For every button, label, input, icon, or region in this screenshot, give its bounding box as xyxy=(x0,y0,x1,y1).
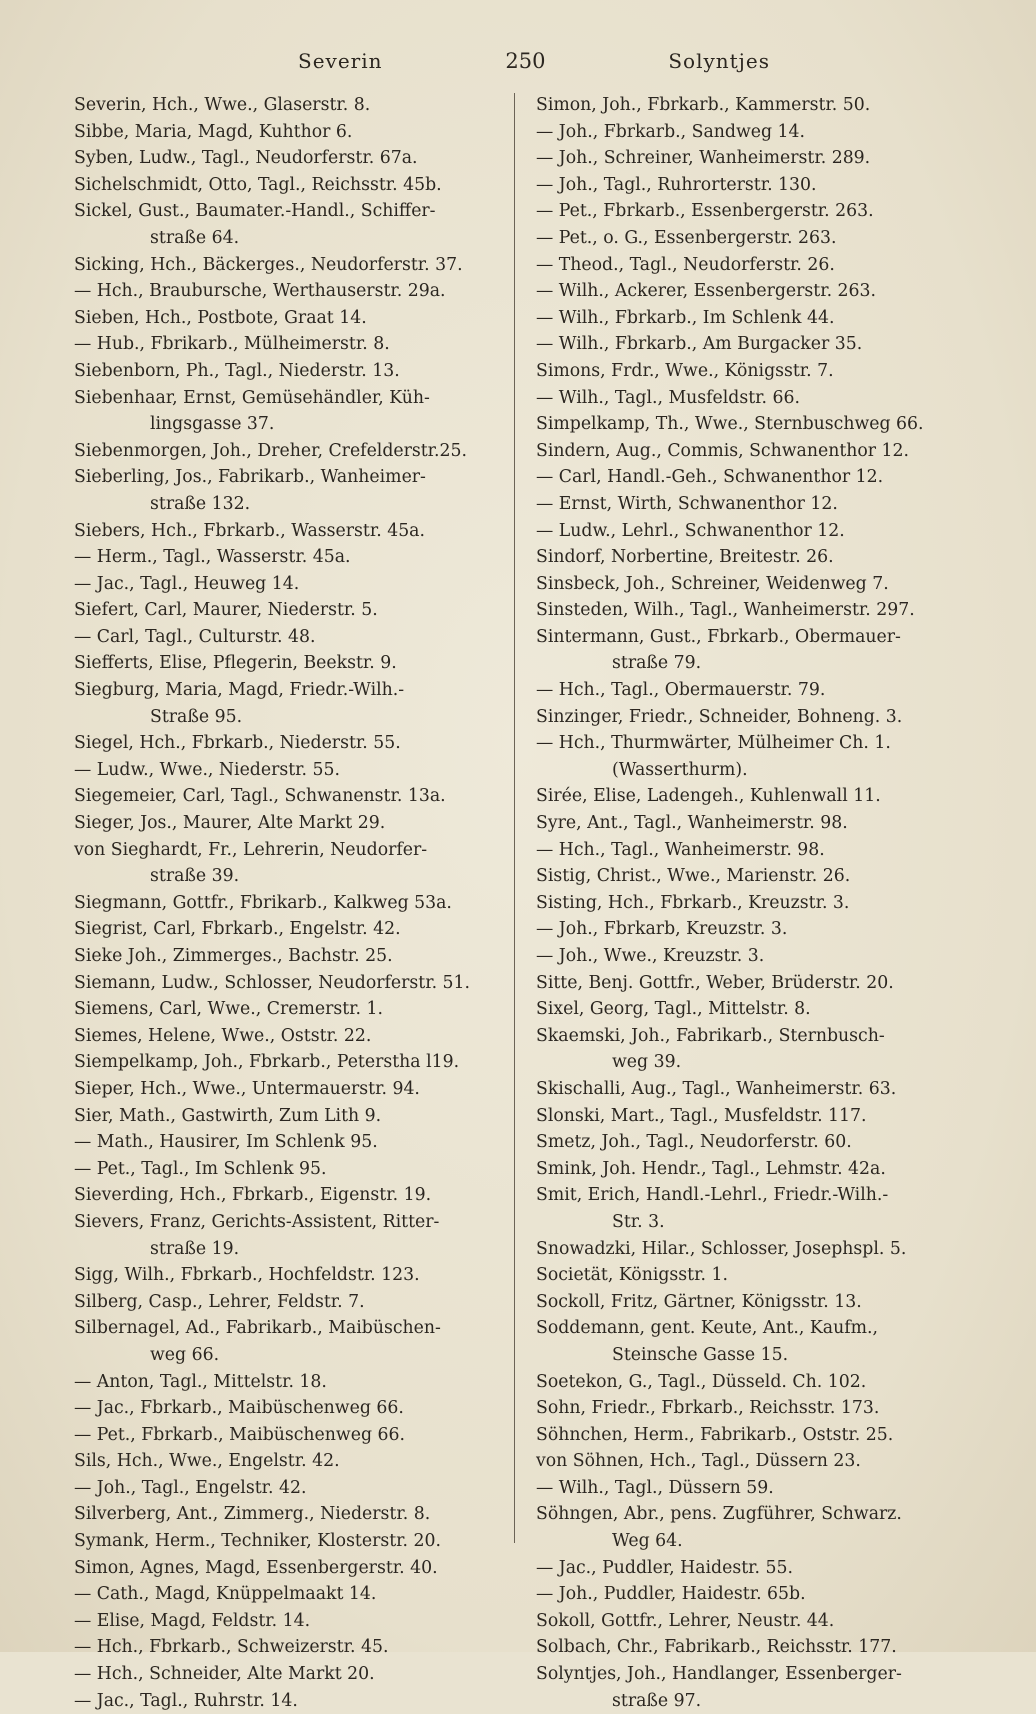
directory-entry: Smit, Erich, Handl.-Lehrl., Friedr.-Wilh.- xyxy=(536,1185,889,1206)
directory-entry: Sohn, Friedr., Fbrkarb., Reichsstr. 173. xyxy=(536,1398,880,1419)
directory-entry: Sievers, Franz, Gerichts-Assistent, Ritter- xyxy=(74,1211,440,1232)
directory-entry: Silverberg, Ant., Zimmerg., Niederstr. 8. xyxy=(74,1504,431,1525)
directory-entry: Siemes, Helene, Wwe., Oststr. 22. xyxy=(74,1025,372,1046)
directory-entry: — Ludw., Wwe., Niederstr. 55. xyxy=(74,759,340,780)
directory-entry: Sickel, Gust., Baumater.-Handl., Schiffer- xyxy=(74,201,436,222)
directory-entry: Smetz, Joh., Tagl., Neudorferstr. 60. xyxy=(536,1132,852,1153)
directory-entry: Sinsteden, Wilh., Tagl., Wanheimerstr. 297. xyxy=(536,600,915,621)
directory-entry: — Hub., Fbrikarb., Mülheimerstr. 8. xyxy=(74,334,390,355)
directory-entry: — Joh., Puddler, Haidestr. 65b. xyxy=(536,1584,806,1605)
directory-entry: Sinzinger, Friedr., Schneider, Bohneng. 3. xyxy=(536,706,903,727)
directory-entry-continuation: Str. 3. xyxy=(612,1211,665,1232)
directory-entry: Sieberling, Jos., Fabrikarb., Wanheimer- xyxy=(74,467,426,488)
directory-entry: — Pet., Fbrkarb., Maibüschenweg 66. xyxy=(74,1424,405,1445)
directory-entry: Smink, Joh. Hendr., Tagl., Lehmstr. 42a. xyxy=(536,1158,886,1179)
directory-entry: — Wilh., Fbrkarb., Am Burgacker 35. xyxy=(536,334,863,355)
directory-entry: Silberg, Casp., Lehrer, Feldstr. 7. xyxy=(74,1291,365,1312)
directory-entry: Siefferts, Elise, Pflegerin, Beekstr. 9. xyxy=(74,653,397,674)
directory-entry: Slonski, Mart., Tagl., Musfeldstr. 117. xyxy=(536,1105,867,1126)
directory-entry: — Wilh., Fbrkarb., Im Schlenk 44. xyxy=(536,307,835,328)
directory-entry: Sieverding, Hch., Fbrkarb., Eigenstr. 19. xyxy=(74,1185,432,1206)
directory-entry: Simons, Frdr., Wwe., Königsstr. 7. xyxy=(536,360,834,381)
directory-entry: Sokoll, Gottfr., Lehrer, Neustr. 44. xyxy=(536,1610,835,1631)
directory-entry: — Ludw., Lehrl., Schwanenthor 12. xyxy=(536,520,845,541)
directory-entry: Siegburg, Maria, Magd, Friedr.-Wilh.- xyxy=(74,680,405,701)
directory-entry-continuation: straße 132. xyxy=(150,493,251,514)
directory-entry: Sistig, Christ., Wwe., Marienstr. 26. xyxy=(536,866,851,887)
directory-entry: — Joh., Schreiner, Wanheimerstr. 289. xyxy=(536,148,871,169)
directory-entry-continuation: straße 79. xyxy=(612,653,702,674)
page-number: 250 xyxy=(505,49,546,73)
directory-entry: — Joh., Tagl., Ruhrorterstr. 130. xyxy=(536,174,817,195)
directory-entry: Siegmann, Gottfr., Fbrikarb., Kalkweg 53a. xyxy=(74,892,452,913)
directory-entry: — Ernst, Wirth, Schwanenthor 12. xyxy=(536,493,838,514)
directory-entry: Sieger, Jos., Maurer, Alte Markt 29. xyxy=(74,813,386,834)
directory-entry: Solyntjes, Joh., Handlanger, Essenberger- xyxy=(536,1664,902,1685)
directory-entry: Symank, Herm., Techniker, Klosterstr. 20. xyxy=(74,1531,442,1552)
directory-entry: Soddemann, gent. Keute, Ant., Kaufm., xyxy=(536,1318,878,1339)
directory-entry: Siebenhaar, Ernst, Gemüsehändler, Küh- xyxy=(74,387,430,408)
directory-entry-continuation: straße 97. xyxy=(612,1690,702,1711)
directory-entry: Severin, Hch., Wwe., Glaserstr. 8. xyxy=(74,95,371,115)
directory-entry: — Math., Hausirer, Im Schlenk 95. xyxy=(74,1132,378,1153)
directory-entry-continuation: (Wasserthurm). xyxy=(612,759,748,780)
directory-entry: Sintermann, Gust., Fbrkarb., Obermauer- xyxy=(536,626,901,647)
directory-entry: Sindern, Aug., Commis, Schwanenthor 12. xyxy=(536,440,910,461)
directory-entry: Sier, Math., Gastwirth, Zum Lith 9. xyxy=(74,1105,382,1126)
directory-entry: Sindorf, Norbertine, Breitestr. 26. xyxy=(536,547,834,568)
directory-entry-continuation: straße 64. xyxy=(150,227,240,248)
directory-entry: Siegrist, Carl, Fbrkarb., Engelstr. 42. xyxy=(74,919,401,940)
directory-entry: — Jac., Puddler, Haidestr. 55. xyxy=(536,1557,793,1578)
directory-entry: — Pet., o. G., Essenbergerstr. 263. xyxy=(536,227,837,248)
directory-entry: — Hch., Tagl., Obermauerstr. 79. xyxy=(536,680,826,701)
directory-entry: Skaemski, Joh., Fabrikarb., Sternbusch- xyxy=(536,1025,885,1046)
directory-entry: Sieper, Hch., Wwe., Untermauerstr. 94. xyxy=(74,1078,420,1099)
directory-entry: Societät, Königsstr. 1. xyxy=(536,1265,728,1286)
directory-entry-continuation: Steinsche Gasse 15. xyxy=(612,1344,789,1365)
directory-entry: Söhnchen, Herm., Fabrikarb., Oststr. 25. xyxy=(536,1424,894,1445)
directory-entry: — Carl, Handl.-Geh., Schwanenthor 12. xyxy=(536,467,884,488)
directory-entry: — Hch., Braubursche, Werthauserstr. 29a. xyxy=(74,281,446,302)
page-header xyxy=(60,44,980,78)
directory-entry: Sieke Joh., Zimmerges., Bachstr. 25. xyxy=(74,946,393,966)
directory-entry: Sils, Hch., Wwe., Engelstr. 42. xyxy=(74,1451,340,1472)
directory-entry: Simon, Joh., Fbrkarb., Kammerstr. 50. xyxy=(536,95,871,115)
directory-entry: Siegel, Hch., Fbrkarb., Niederstr. 55. xyxy=(74,733,401,754)
directory-entry: Silbernagel, Ad., Fabrikarb., Maibüschen- xyxy=(74,1318,441,1339)
directory-entry: Siegemeier, Carl, Tagl., Schwanenstr. 13a. xyxy=(74,786,446,807)
directory-entry: Sichelschmidt, Otto, Tagl., Reichsstr. 45b. xyxy=(74,174,442,195)
directory-entry: Sisting, Hch., Fbrkarb., Kreuzstr. 3. xyxy=(536,892,850,913)
header-left-keyword: Severin xyxy=(298,49,383,73)
directory-entry: — Elise, Magd, Feldstr. 14. xyxy=(74,1610,311,1631)
directory-entry: — Pet., Tagl., Im Schlenk 95. xyxy=(74,1158,327,1179)
directory-entry: — Hch., Tagl., Wanheimerstr. 98. xyxy=(536,839,825,860)
directory-entry: Syben, Ludw., Tagl., Neudorferstr. 67a. xyxy=(74,148,418,169)
directory-entry: — Cath., Magd, Knüppelmaakt 14. xyxy=(74,1584,377,1605)
directory-entry: — Joh., Wwe., Kreuzstr. 3. xyxy=(536,946,765,966)
directory-entry: Soetekon, G., Tagl., Düsseld. Ch. 102. xyxy=(536,1371,867,1392)
directory-entry: Sigg, Wilh., Fbrkarb., Hochfeldstr. 123. xyxy=(74,1265,420,1286)
header-right-keyword: Solyntjes xyxy=(668,49,770,73)
directory-entry: Siebenborn, Ph., Tagl., Niederstr. 13. xyxy=(74,360,400,381)
directory-entry: Sitte, Benj. Gottfr., Weber, Brüderstr. 20. xyxy=(536,972,894,993)
directory-entry: Siemens, Carl, Wwe., Cremerstr. 1. xyxy=(74,999,383,1020)
directory-entry: — Anton, Tagl., Mittelstr. 18. xyxy=(74,1371,327,1392)
directory-entry: Sieben, Hch., Postbote, Graat 14. xyxy=(74,307,367,328)
directory-entry: — Jac., Tagl., Ruhrstr. 14. xyxy=(74,1690,298,1711)
directory-entry: — Joh., Fbrkarb., Sandweg 14. xyxy=(536,121,805,142)
directory-entry: Skischalli, Aug., Tagl., Wanheimerstr. 63. xyxy=(536,1078,897,1099)
column-divider xyxy=(514,93,515,1543)
right-column xyxy=(536,92,976,1714)
directory-entry: Simon, Agnes, Magd, Essenbergerstr. 40. xyxy=(74,1557,438,1578)
directory-entry: — Jac., Fbrkarb., Maibüschenweg 66. xyxy=(74,1398,404,1419)
directory-entry: — Joh., Tagl., Engelstr. 42. xyxy=(74,1477,307,1498)
directory-entry: Sockoll, Fritz, Gärtner, Königsstr. 13. xyxy=(536,1291,862,1312)
directory-entry: Sinsbeck, Joh., Schreiner, Weidenweg 7. xyxy=(536,573,889,594)
directory-entry: — Hch., Schneider, Alte Markt 20. xyxy=(74,1664,375,1685)
directory-entry: — Carl, Tagl., Culturstr. 48. xyxy=(74,626,316,647)
directory-entry: Snowadzki, Hilar., Schlosser, Josephspl. 5. xyxy=(536,1238,907,1259)
directory-entry: von Sieghardt, Fr., Lehrerin, Neudorfer- xyxy=(74,839,428,860)
directory-entry: von Söhnen, Hch., Tagl., Düssern 23. xyxy=(536,1451,861,1472)
directory-entry: Siebenmorgen, Joh., Dreher, Crefelderstr.25. xyxy=(74,440,468,461)
directory-entry: — Theod., Tagl., Neudorferstr. 26. xyxy=(536,254,835,275)
directory-entry: — Joh., Fbrkarb, Kreuzstr. 3. xyxy=(536,919,788,940)
directory-entry: Siefert, Carl, Maurer, Niederstr. 5. xyxy=(74,600,378,621)
directory-entry-continuation: Straße 95. xyxy=(150,706,243,727)
directory-entry: — Pet., Fbrkarb., Essenbergerstr. 263. xyxy=(536,201,874,222)
directory-entry: Solbach, Chr., Fabrikarb., Reichsstr. 177. xyxy=(536,1637,897,1658)
directory-entry-continuation: straße 39. xyxy=(150,866,240,887)
directory-entry: Siempelkamp, Joh., Fbrkarb., Peterstha l19. xyxy=(74,1052,460,1073)
directory-entry: Siemann, Ludw., Schlosser, Neudorferstr. 51. xyxy=(74,972,471,993)
directory-entry: — Wilh., Tagl., Musfeldstr. 66. xyxy=(536,387,801,408)
directory-entry: — Wilh., Tagl., Düssern 59. xyxy=(536,1477,774,1498)
directory-entry: Sixel, Georg, Tagl., Mittelstr. 8. xyxy=(536,999,811,1020)
directory-entry: Sirée, Elise, Ladengeh., Kuhlenwall 11. xyxy=(536,786,881,807)
left-column xyxy=(74,92,514,1714)
directory-entry: Syre, Ant., Tagl., Wanheimerstr. 98. xyxy=(536,813,848,834)
directory-entry-continuation: Weg 64. xyxy=(612,1531,683,1552)
directory-entry: — Wilh., Ackerer, Essenbergerstr. 263. xyxy=(536,281,877,302)
directory-entry-continuation: lingsgasse 37. xyxy=(150,414,275,435)
directory-entry-continuation: weg 39. xyxy=(612,1052,682,1073)
directory-entry: Simpelkamp, Th., Wwe., Sternbuschweg 66. xyxy=(536,414,924,435)
directory-entry: Söhngen, Abr., pens. Zugführer, Schwarz. xyxy=(536,1504,902,1525)
directory-entry: — Jac., Tagl., Heuweg 14. xyxy=(74,573,300,594)
directory-entry: Siebers, Hch., Fbrkarb., Wasserstr. 45a. xyxy=(74,520,425,541)
directory-entry-continuation: straße 19. xyxy=(150,1238,240,1259)
directory-entry: — Hch., Fbrkarb., Schweizerstr. 45. xyxy=(74,1637,389,1658)
directory-entry: — Herm., Tagl., Wasserstr. 45a. xyxy=(74,547,351,568)
directory-entry: Sicking, Hch., Bäckerges., Neudorferstr. 37. xyxy=(74,254,463,275)
directory-entry-continuation: weg 66. xyxy=(150,1344,220,1365)
directory-entry: Sibbe, Maria, Magd, Kuhthor 6. xyxy=(74,121,353,142)
directory-entry: — Hch., Thurmwärter, Mülheimer Ch. 1. xyxy=(536,733,891,754)
